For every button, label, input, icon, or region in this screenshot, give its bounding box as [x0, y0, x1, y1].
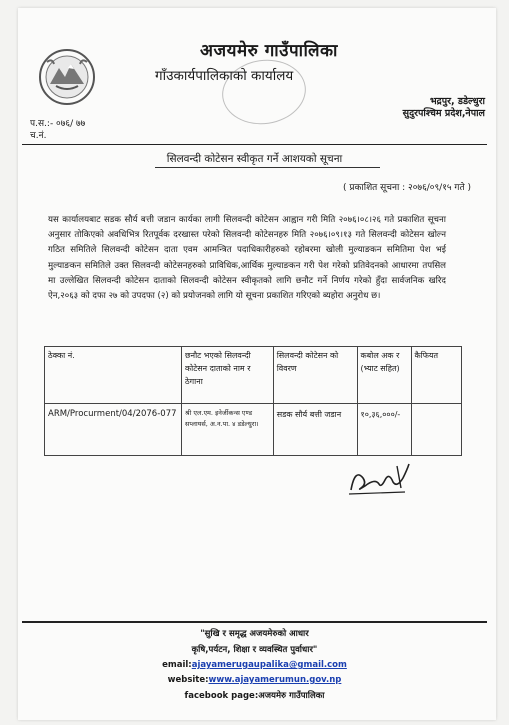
nepal-emblem-icon	[38, 48, 96, 106]
footer-facebook	[0, 690, 509, 701]
cell-amount: १०,३६,०००/-	[357, 404, 411, 456]
header-amount: कबोल अक र (भ्याट सहित)	[357, 347, 411, 404]
cell-description: सडक सौर्य बत्ती जडान	[273, 404, 357, 456]
header-supplier: छनौट भएको सिलवन्दी कोटेसन दाताको नाम र ठेगाना	[182, 347, 274, 404]
footer-email	[0, 660, 509, 670]
reference-number: प.स.:- ०७६/ ७७	[30, 119, 86, 129]
office-name: अजयमेरु गाउँपालिका	[200, 41, 338, 61]
address-line-1: भद्रपुर, डडेल्धुरा	[429, 96, 485, 107]
footer-website	[0, 675, 509, 685]
header-divider	[22, 144, 487, 145]
footer-slogan: "सुखि र समृद्ध अजयमेरुको आधार	[200, 629, 309, 639]
header-description: सिलवन्दी कोटेसन को विवरण	[273, 347, 357, 404]
notice-body: यस कार्यालयबाट सडक सौर्य बत्ती जडान कार्यका लागी सिलवन्दी कोटेसन आह्वान गरी मिति २०७६।०८।२६ गते प्रकाशित सूचना अनुसार तोकिएको अवधिभित्र रितपूर्वक दरखास्त परेको सिलवन्दी कोटेसनहरु मिति २०७६।०९।१३ गते सिलवन्दी कोटेसन खोल्न गठित समितिले सिलवन्दी कोटेसन दाता एवम आमन्त्रित पदाधिकारीहरुको रहोबरमा खोली मुल्याङकन समितिमा पेश भई मुल्याङकन समितिले उक्त सिलवन्दी कोटेसनहरुको प्राविधिक,आर्थिक मुल्याङकन गरी पेश गरेको प्रतिवेदनको आधारमा तपसिल मा उल्लेखित सिलवन्दी कोटेसन दाताको सिलवन्दी कोटेसन स्वीकृतको लागि छनौट गर्ने निर्णय गरेको हुँदा सार्वजनिक खरिद ऐन,२०६३ को दफा २७ को उपदफा (२) को प्रयोजनको लागि यो सूचना प्रकाशित गरिएको ब्यहोरा अनुरोध छ।	[48, 215, 446, 302]
cell-remarks	[411, 404, 461, 456]
email-link[interactable]: ajayamerugaupalika@gmail.com	[191, 660, 347, 670]
header-contract-no: ठेक्का नं.	[45, 347, 182, 404]
notice-title: सिलवन्दी कोटेसन स्वीकृत गर्ने आशयको सूचना	[166, 153, 343, 165]
facebook-page: अजयमेरु गाउँपालिका	[258, 691, 325, 701]
header-remarks: कैफियत	[411, 347, 461, 404]
footer-tagline: कृषि,पर्यटन, शिक्षा र व्यवस्थित पुर्वाधार"	[191, 645, 318, 655]
table-row	[45, 404, 462, 456]
cell-supplier: श्री एल.एम. इनेर्जीकन्स एण्ड सप्लायर्स, अ.न.पा. ४ डडेल्धुरा।	[182, 404, 274, 456]
cell-contract-no: ARM/Procurment/04/2076-077	[45, 404, 182, 456]
address-line-2: सुदुरपश्चिम प्रदेश,नेपाल	[402, 108, 485, 119]
title-underline	[155, 167, 380, 168]
table-header-row	[45, 347, 462, 404]
footer-divider	[22, 621, 487, 623]
office-subtitle: गाँउकार्यपालिकाको कार्यालय	[155, 68, 294, 84]
signature-stamp	[346, 490, 416, 524]
published-date: ( प्रकाशित सूचना : २०७६/०९/१५ गते )	[343, 183, 471, 193]
email-label: email:	[162, 660, 192, 670]
website-label: website:	[167, 675, 209, 685]
website-link[interactable]: www.ajayamerumun.gov.np	[208, 675, 342, 685]
award-table	[44, 346, 462, 456]
dispatch-number: च.नं.	[30, 131, 47, 141]
facebook-label: facebook page:	[184, 691, 259, 701]
